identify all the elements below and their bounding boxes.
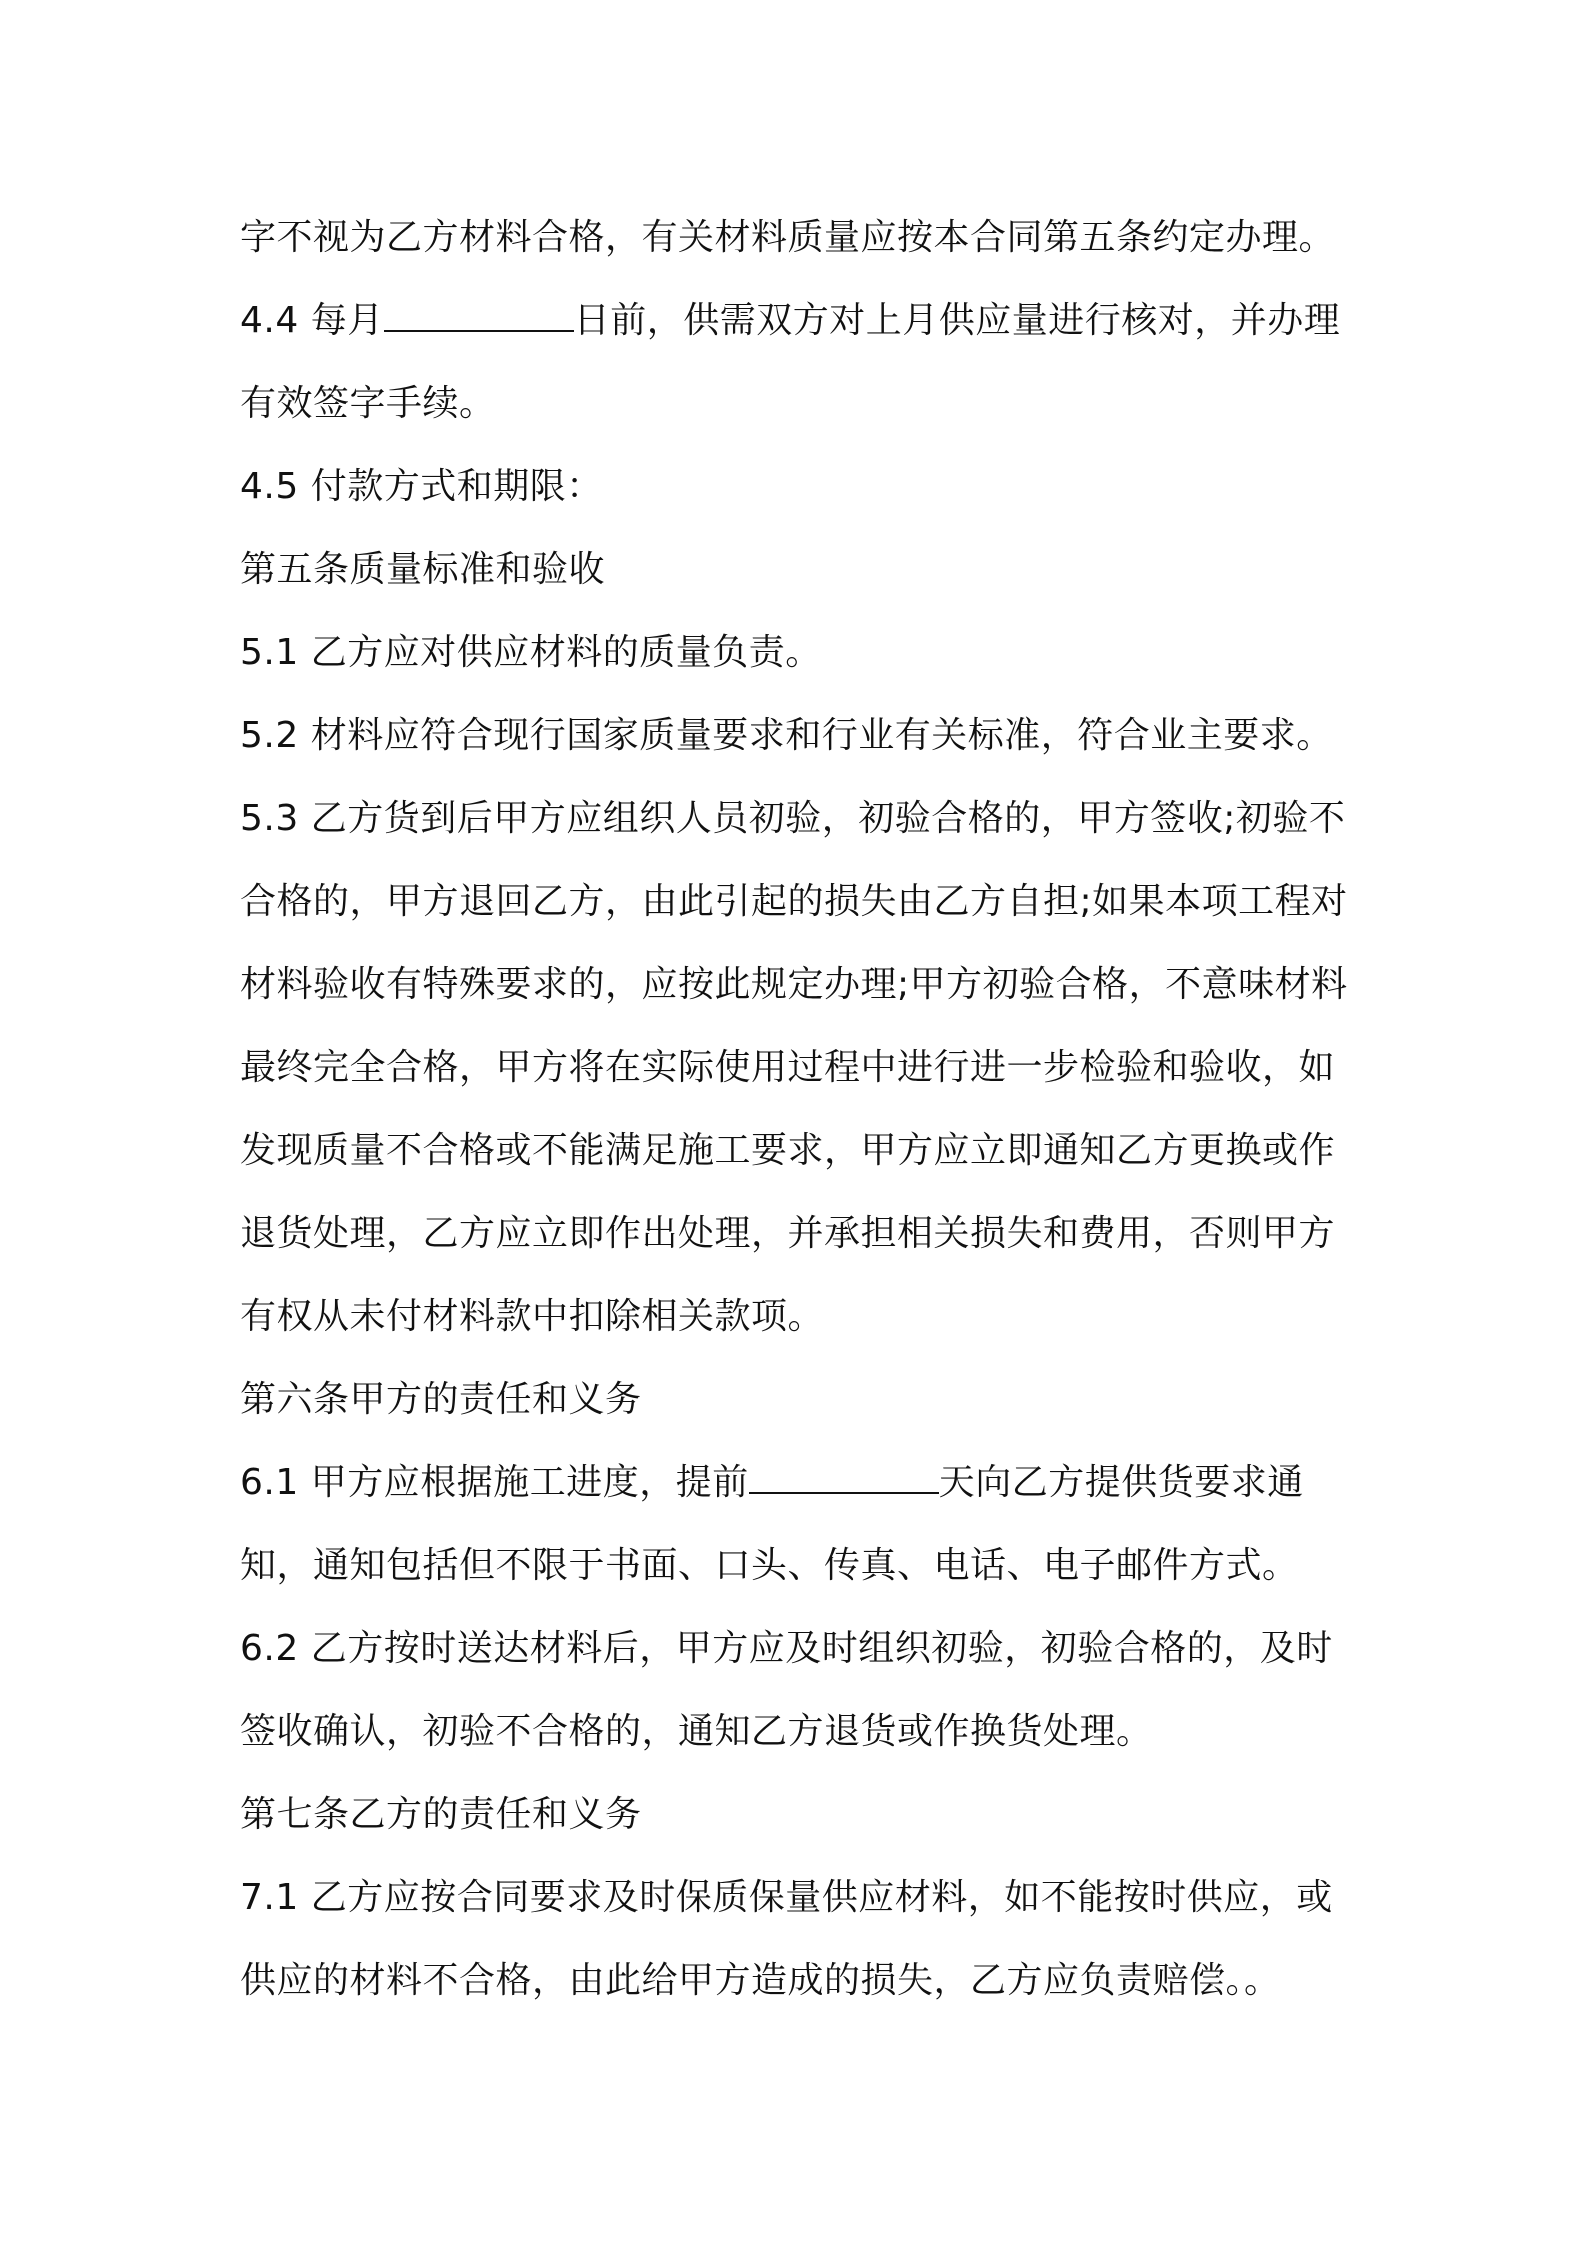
paragraph-6-1: 6.1 甲方应根据施工进度，提前 天向乙方提供货要求通知，通知包括但不限于书面、口头、传真、电话、电子邮件方式。 — [240, 1462, 1304, 1586]
paragraph-4-3-continuation: 字不视为乙方材料合格，有关材料质量应按本合同第五条约定办理。 — [240, 217, 1336, 258]
paragraph-5-2: 5.2 材料应符合现行国家质量要求和行业有关标准，符合业主要求。 — [240, 715, 1333, 756]
paragraph-6-2: 6.2 乙方按时送达材料后，甲方应及时组织初验，初验合格的，及时签收确认，初验不合格的，通知乙方退货或作换货处理。 — [240, 1628, 1333, 1752]
fill-in-blank-days — [749, 1462, 939, 1494]
paragraph-5-1: 5.1 乙方应对供应材料的质量负责。 — [240, 632, 822, 673]
paragraph-7-1: 7.1 乙方应按合同要求及时保质保量供应材料，如不能按时供应，或供应的材料不合格，由此给甲方造成的损失，乙方应负责赔偿。。 — [240, 1877, 1333, 2001]
paragraph-5-3: 5.3 乙方货到后甲方应组织人员初验，初验合格的，甲方签收;初验不合格的，甲方退回乙方，由此引起的损失由乙方自担;如果本项工程对材料验收有特殊要求的，应按此规定办理;甲方初验合格，不意味材料最终完全合格，甲方将在实际使用过程中进行进一步检验和验收，如发现质量不合格或不能满足施工要求，甲方应立即通知乙方更换或作退货处理，乙方应立即作出处理，并承担相关损失和费用，否则甲方有权从未付材料款中扣除相关款项。 — [240, 798, 1348, 1337]
paragraph-4-4: 4.4 每月 日前，供需双方对上月供应量进行核对，并办理有效签字手续。 — [240, 300, 1341, 424]
paragraph-4-5: 4.5 付款方式和期限： — [240, 466, 603, 507]
heading-article-5: 第五条质量标准和验收 — [240, 549, 606, 590]
heading-article-6: 第六条甲方的责任和义务 — [240, 1379, 642, 1420]
heading-article-7: 第七条乙方的责任和义务 — [240, 1794, 642, 1835]
fill-in-blank-day — [384, 300, 574, 332]
document-body — [240, 196, 1360, 2022]
